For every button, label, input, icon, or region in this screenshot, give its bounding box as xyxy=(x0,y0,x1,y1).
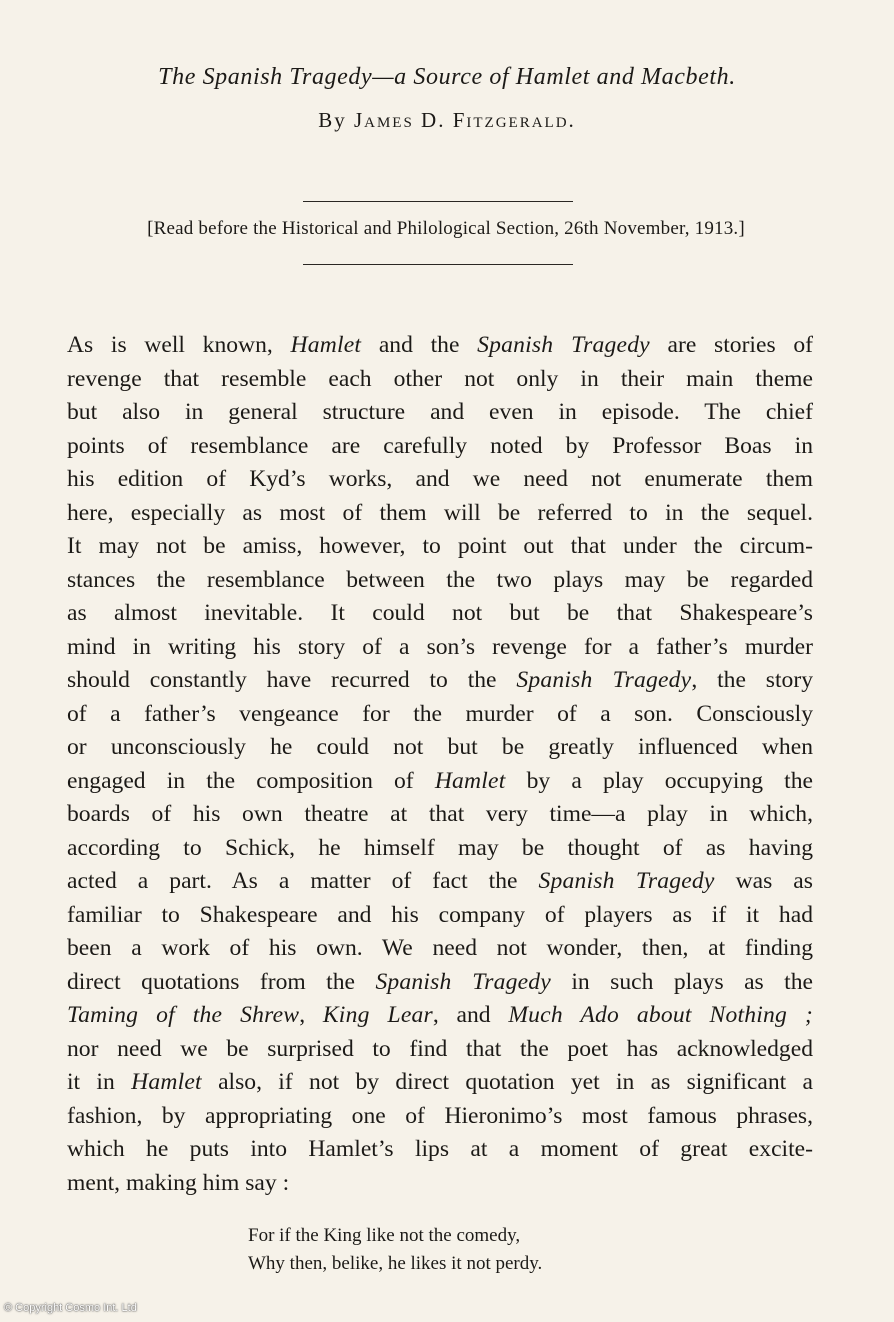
body-line: nor need we be surprised to find that the poet has acknowledged xyxy=(67,1035,813,1062)
body-line: Taming of the Shrew, King Lear, and Much Ado about Nothing ; xyxy=(67,1002,813,1028)
body-line: according to Schick, he himself may be thought of as having xyxy=(67,834,813,861)
body-line: stances the resemblance between the two plays may be regarded xyxy=(67,566,813,593)
body-line: been a work of his own. We need not wonder, then, at finding xyxy=(67,935,813,961)
body-line: here, especially as most of them will be referred to in the sequel. xyxy=(67,499,813,526)
body-line: which he puts into Hamlet’s lips at a moment of great excite- xyxy=(67,1136,813,1162)
body-line: it in Hamlet also, if not by direct quotation yet in as significant a xyxy=(67,1069,813,1095)
verse-quotation xyxy=(248,1222,668,1278)
divider-bottom xyxy=(303,264,573,265)
body-line: should constantly have recurred to the Spanish Tragedy, the story xyxy=(67,667,813,693)
author-name: James D. Fitzgerald. xyxy=(353,108,576,132)
body-line: as almost inevitable. It could not but be that Shakespeare’s xyxy=(67,600,813,626)
article-title: The Spanish Tragedy—a Source of Hamlet and Macbeth. xyxy=(158,64,736,90)
body-line: acted a part. As a matter of fact the Spanish Tragedy was as xyxy=(67,868,813,894)
body-line: familiar to Shakespeare and his company of players as if it had xyxy=(67,901,813,928)
verse-line: For if the King like not the comedy, xyxy=(248,1225,521,1246)
body-line: his edition of Kyd’s works, and we need not enumerate them xyxy=(67,466,813,492)
copyright-watermark: © Copyright Cosmo Int. Ltd xyxy=(4,1302,137,1314)
byline xyxy=(0,108,894,133)
body-line: mind in writing his story of a son’s revenge for a father’s murder xyxy=(67,633,813,660)
body-line: fashion, by appropriating one of Hieronimo’s most famous phrases, xyxy=(67,1102,813,1129)
byline-prefix: By xyxy=(318,108,347,132)
divider-top xyxy=(303,201,573,202)
body-line: As is well known, Hamlet and the Spanish Tragedy are stories of xyxy=(67,332,813,358)
body-line: direct quotations from the Spanish Tragedy in such plays as the xyxy=(67,968,813,995)
body-line: ment, making him say : xyxy=(67,1169,290,1196)
body-line: of a father’s vengeance for the murder of a son. Consciously xyxy=(67,700,813,727)
body-line: It may not be amiss, however, to point out that under the circum- xyxy=(67,533,813,559)
reading-note: [Read before the Historical and Philological Section, 26th November, 1913.] xyxy=(147,218,745,239)
body-line: points of resemblance are carefully noted by Professor Boas in xyxy=(67,432,813,459)
body-line: or unconsciously he could not but be greatly influenced when xyxy=(67,734,813,760)
body-line: but also in general structure and even in episode. The chief xyxy=(67,399,813,425)
body-line: engaged in the composition of Hamlet by a play occupying the xyxy=(67,767,813,794)
body-line: revenge that resemble each other not only in their main theme xyxy=(67,365,813,392)
verse-line: Why then, belike, he likes it not perdy. xyxy=(248,1253,543,1274)
body-text xyxy=(67,329,813,1200)
body-line: boards of his own theatre at that very time—a play in which, xyxy=(67,801,813,827)
